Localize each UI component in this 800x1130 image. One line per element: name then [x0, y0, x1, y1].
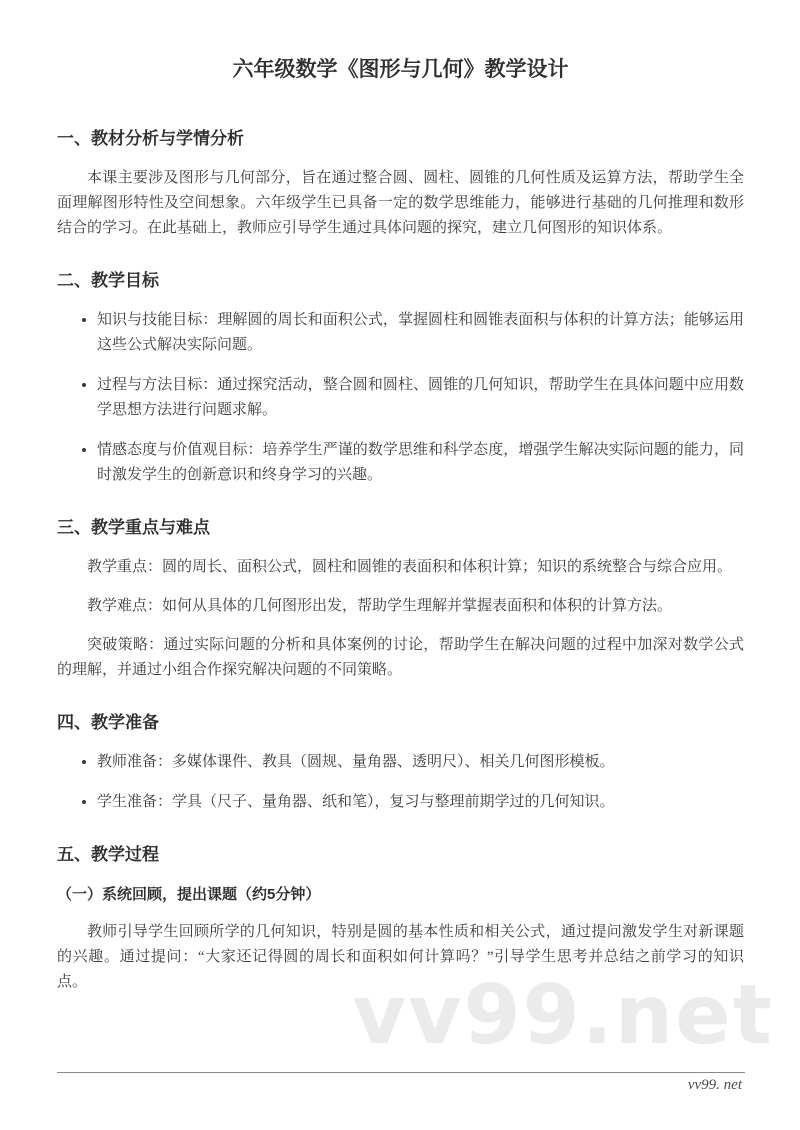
paragraph-difficult-points: 教学难点：如何从具体的几何图形出发，帮助学生理解并掌握表面积和体积的计算方法。	[87, 598, 673, 614]
section-heading-key-difficult-points: 三、教学重点与难点	[57, 518, 210, 537]
paragraph-review-topic: 教师引导学生回顾所学的几何知识，特别是圆的基本性质和相关公式，通过提问激发学生对新课题的兴趣。通过提问：“大家还记得圆的周长和面积如何计算吗？”引导学生思考并总结之前学习的知识点。	[57, 924, 744, 990]
paragraph-material-analysis: 本课主要涉及图形与几何部分，旨在通过整合圆、圆柱、圆锥的几何性质及运算方法，帮助学生全面理解图形特性及空间想象。六年级学生已具备一定的数学思维能力，能够进行基础的几何推理和数形结合的学习。在此基础上，教师应引导学生通过具体问题的探究，建立几何图形的知识体系。	[57, 170, 744, 236]
footer-site-label: vv99. net	[687, 1077, 742, 1093]
paragraph-key-points: 教学重点：圆的周长、面积公式，圆柱和圆锥的表面积和体积计算；知识的系统整合与综合应用。	[87, 559, 733, 575]
subsection-heading-review-topic: （一）系统回顾，提出课题（约5分钟）	[57, 886, 321, 903]
watermark-text: vv99.net	[352, 968, 774, 1063]
section-heading-teaching-process: 五、教学过程	[57, 845, 159, 864]
section-heading-material-analysis: 一、教材分析与学情分析	[57, 129, 244, 148]
list-item: • 情感态度与价值观目标：培养学生严谨的数学思维和科学态度，增强学生解决实际问题的能力，同时激发学生的创新意识和终身学习的兴趣。	[97, 438, 744, 488]
teaching-preparation-list	[57, 750, 744, 815]
list-item: • 学生准备：学具（尺子、量角器、纸和笔），复习与整理前期学过的几何知识。	[97, 790, 744, 815]
list-item: • 教师准备：多媒体课件、教具（圆规、量角器、透明尺）、相关几何图形模板。	[97, 750, 744, 775]
section-heading-teaching-goals: 二、教学目标	[57, 271, 159, 290]
page-title: 六年级数学《图形与几何》教学设计	[232, 58, 569, 81]
list-item: • 过程与方法目标：通过探究活动，整合圆和圆柱、圆锥的几何知识，帮助学生在具体问题中应用数学思想方法进行问题求解。	[97, 373, 744, 423]
paragraph-breakthrough-strategy: 突破策略：通过实际问题的分析和具体案例的讨论，帮助学生在解决问题的过程中加深对数学公式的理解，并通过小组合作探究解决问题的不同策略。	[57, 637, 744, 678]
section-heading-teaching-preparation: 四、教学准备	[57, 713, 159, 732]
list-item: • 知识与技能目标：理解圆的周长和面积公式，掌握圆柱和圆锥表面积与体积的计算方法；能够运用这些公式解决实际问题。	[97, 308, 744, 358]
teaching-goals-list	[57, 308, 744, 488]
footer-divider	[57, 1072, 745, 1073]
